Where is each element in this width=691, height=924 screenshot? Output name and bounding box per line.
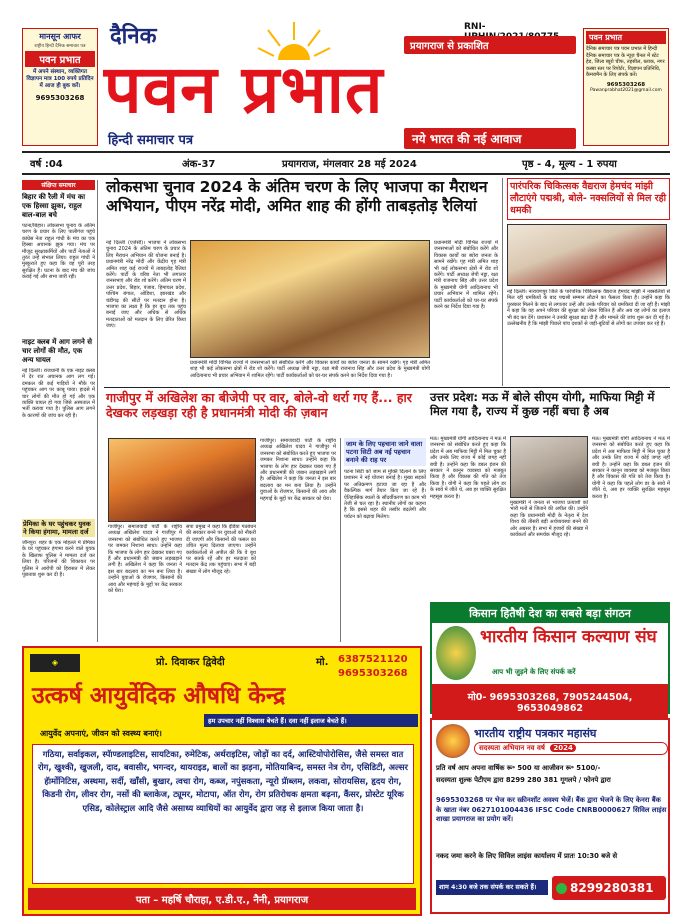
left-promo-box (22, 28, 98, 146)
lead-body-col1: नई दिल्ली (एजेंसी)। भाजपा ने लोकसभा चुनाव 2024 के अंतिम चरण के प्रचार के लिए मैराथन अभियान की योजना बनाई है। प्रधानमंत्री नरेंद्र मोदी और केंद्रीय गृह मंत्री अमित शाह कई राज्यों में ताबड़तोड़ रैलियां करेंगे। पार्टी के वरिष्ठ नेता भी लगातार जनसभाएं और रोड शो करेंगे। अंतिम चरण में उत्तर प्रदेश, बिहार, पंजाब, हिमाचल प्रदेश, पश्चिम बंगाल, ओडिशा, झारखंड और चंडीगढ़ की सीटों पर मतदान होना है। भाजपा का लक्ष्य है कि हर बूथ तक पहुंच बनाई जाए और अधिक से अधिक मतदाताओं को मतदान के लिए प्रेरित किया जाए। (106, 240, 186, 330)
patrakar-body4: नकद जमा करने के लिए सिविल लाइंस कार्यालय में प्रातः 10:30 बजे से (436, 852, 618, 860)
patrakar-phone (552, 876, 666, 900)
right-promo-email: Pawanprabhat2021@gmail.com (590, 87, 662, 93)
second-body-b: सपा प्रमुख ने कहा कि इंडिया गठबंधन की सरकार बनने पर युवाओं को नौकरी दी जाएगी और किसानों की फसल का उचित मूल्य दिलाया जाएगा। उन्होंने कार्यकर्ताओं से अपील की कि वे बूथ पर सतर्क रहें और हर मतदाता को मतदान केंद्र तक पहुंचाएं। सभा में बड़ी संख्या में लोग मौजूद रहे। (186, 524, 256, 575)
right-promo-title: पवन प्रभात (586, 31, 666, 44)
ayurved-list: गठिया, सर्वाइकल, स्पॅाण्डलाइटिस, सायटिका, रुमेटिक, अर्थराइटिस, जोड़ों का दर्द, आस्टियोपोरोसिस, जैसे समस्त वात रोग, खुश्की, खुजली, दाद, बवासीर, भगन्दर, थायराइड, बालों का झड़ना, मोतियाबिन्द, समस्त नेत्र रोग, एसिडिटी, अल्सर हॅार्मोनिटिस, अस्थमा, सर्दी, खाँसी, बुखार, त्वचा रोग, कब्ज, नपुंसकता, न्यूरो प्रॅाब्लम, लकवा, सोरायसिस, हृदय रोग, किडनी रोग, लीवर रोग, नसों की ब्लाकेज, ट्यूमर, मोटापा, ऑत रोग, रोग प्रतिरोधक क्षमता बढ़ना, कैंसर, प्रोस्टेट यूरिक एसिड, कोलेस्ट्राल आदि जैसे असाध्य व्याधियों का आयुर्वेद द्वारा जड़ से इलाज किया जाता है। (32, 744, 414, 884)
right-promo-body: दैनिक समाचार पत्र पवन प्रभात में हिन्दी दैनिक समाचार पत्र के न्यूज़ चैनल में स्टेट हेड, जिला ब्यूरो चीफ, तहसील, ब्लाक, नगर कस्बा स्तर पर रिपोर्टर, विज्ञापन प्रतिनिधि, कैमरामैन के लिए संपर्क करें। (586, 46, 665, 79)
brief-story1-head: बिहार की रैली में मंच का एक हिस्सा झुका, राहुल बाल-बाल बचे (22, 193, 86, 219)
masthead-tagline: हिन्दी समाचार पत्र (108, 133, 194, 148)
mid-strip-body: पटना सिटी को जाम से मुक्ति दिलाने के लिए प्रशासन ने नई योजना बनाई है। मुख्य सड़कों पर अतिक्रमण हटाया जा रहा है और वैकल्पिक मार्ग तैयार किए जा रहे हैं। ऐतिहासिक स्थलों के सौंदर्यीकरण का काम भी तेजी से चल रहा है। स्थानीय लोगों का कहना है कि इससे शहर की तस्वीर बदलेगी और पर्यटन को बढ़ावा मिलेगा। (344, 469, 426, 520)
promo-subtitle: राष्ट्रीय हिन्दी दैनिक समाचार पत्र (34, 44, 86, 49)
kisan-title: भारतीय किसान कल्याण संघ (480, 627, 657, 647)
mid-strip (340, 438, 426, 642)
promo-body: में अपने संस्थान, व्यक्तिगत विज्ञापन मात्र 100 रुपये प्रतिदिन में आज ही बुक करें। (26, 69, 94, 89)
masthead-slogan: नये भारत की नई आवाज (404, 128, 576, 149)
ayurved-logo-icon: ◈ (30, 654, 80, 672)
lead-photo (190, 240, 430, 358)
dateline-bottom-rule (22, 173, 670, 175)
rni-number: RNI- (464, 22, 486, 32)
ayurved-phone2: 9695303268 (338, 668, 408, 679)
patrakar-phone-number: 8299280381 (570, 881, 654, 895)
patrakar-body1: प्रति वर्ष आप अपना वार्षिक रू॰ 500 या आजीवन रू॰ 5100/- (436, 764, 601, 772)
ayurved-tag: हम उपचार नहीं विश्वास बेचते हैं। दवा नहीं इलाज बेचते हैं। (204, 714, 418, 727)
second-body-c: गाजीपुर। समाजवादी पार्टी के राष्ट्रीय अध्यक्ष अखिलेश यादव ने गाजीपुर में जनसभा को संबोधित करते हुए भाजपा पर जमकर निशाना साधा। उन्होंने कहा कि भाजपा के लोग हार देखकर घबरा गए हैं और प्रधानमंत्री की जबान लड़खड़ाने लगी है। अखिलेश ने कहा कि जनता ने इस बार बदलाव का मन बना लिया है। उन्होंने युवाओं के रोजगार, किसानों की आय और महंगाई के मुद्दों पर केंद्र सरकार को घेरा। (260, 438, 336, 502)
masthead-title: पवन प्रभात (104, 51, 384, 128)
promo-paper: पवन प्रभात (25, 51, 95, 67)
patrakar-drive-label: सदस्यता अभियान नव वर्ष (479, 744, 545, 752)
patrakar-drive (474, 742, 668, 755)
brief-column (22, 180, 98, 642)
section-rule-1 (104, 387, 670, 388)
masthead-center (104, 20, 578, 150)
yogi-photo (510, 436, 588, 498)
patrakar-body2: सदस्यता शुल्क पेटीएम द्वारा 8299 280 381 गूगलपे / फोनपे द्वारा (436, 776, 611, 784)
ayurved-mobile-label: मो. (316, 657, 329, 668)
brief-story1-body: पटना/बिहार। लोकसभा चुनाव के अंतिम चरण के प्रचार के लिए पालीगंज पहुंचे कांग्रेस नेता राहुल गांधी के मंच का एक हिस्सा अचानक झुक गया। मंच पर मौजूद सुरक्षाकर्मियों और पार्टी नेताओं ने तुरंत उन्हें संभाल लिया। राहुल गांधी ने मुस्कुराते हुए कहा कि वह पूरी तरह सुरक्षित हैं। घटना के बाद मंच की जांच कराई गई और सभा जारी रही। (22, 223, 95, 281)
kisan-emblem-icon (436, 626, 476, 680)
brief-story2-body: नई दिल्ली। राजधानी के एक नाइट क्लब में देर रात अचानक आग लग गई। दमकल की कई गाड़ियों ने मौके पर पहुंचकर आग पर काबू पाया। हादसे में चार लोगों की मौत हो गई और एक व्यक्ति घायल हो गया जिसे अस्पताल में भर्ती कराया गया है। पुलिस आग लगने के कारणों की जांच कर रही है। (22, 368, 95, 419)
brief-story2-head: नाइट क्लब में आग लगने से चार लोगों की मौत, एक अन्य घायल (22, 338, 92, 364)
second-headline: गाजीपुर में अखिलेश का बीजेपी पर वार, बोले-वो थर्रा गए हैं... हार देखकर लड़खड़ा रही है प्रधानमंत्री मोदी की ज़बान (106, 390, 412, 420)
second-body-a: गाजीपुर। समाजवादी पार्टी के राष्ट्रीय अध्यक्ष अखिलेश यादव ने गाजीपुर में जनसभा को संबोधित करते हुए भाजपा पर जमकर निशाना साधा। उन्होंने कहा कि भाजपा के लोग हार देखकर घबरा गए हैं और प्रधानमंत्री की जबान लड़खड़ाने लगी है। अखिलेश ने कहा कि जनता ने इस बार बदलाव का मन बना लिया है। उन्होंने युवाओं के रोजगार, किसानों की आय और महंगाई के मुद्दों पर केंद्र सरकार को घेरा। (108, 524, 182, 595)
patrakar-ad (430, 718, 670, 914)
right-story-body: नई दिल्ली। नारायणपुर जिले के पारंपरिक चिकित्सक वैद्यराज हेमचंद मांझी ने नक्सलियों से मिल रही धमकियों के बाद पद्मश्री सम्मान लौटाने का फैसला किया है। उन्होंने कहा कि पुरस्कार मिलने के बाद से लगातार उन्हें और उनके परिवार को धमकियां दी जा रही हैं। मांझी ने कहा कि वह अपने परिवार की सुरक्षा को लेकर चिंतित हैं और अब वह लोगों का इलाज भी बंद कर देंगे। प्रशासन ने उनकी सुरक्षा बढ़ा दी है और मामले की जांच शुरू कर दी गई है। उल्लेखनीय है कि मांझी पिछले पांच दशकों से जड़ी-बूटियों से लोगों का उपचार कर रहे हैं। (507, 289, 670, 328)
kisan-phones: मो0- 9695303268, 7905244504, 9653049862 (432, 684, 668, 720)
brief-story3-head: प्रेमिका के घर पहुंचकर युवक ने किया हंगामा, मामला दर्ज (22, 519, 95, 537)
kisan-ad (430, 602, 670, 714)
brief-story3-body: जौनपुर। शहर के एक मोहल्ले में प्रेमिका के घर पहुंचकर हंगामा करने वाले युवक के खिलाफ पुलिस ने मामला दर्ज कर लिया है। परिजनों की शिकायत पर पुलिस ने आरोपी को हिरासत में लेकर पूछताछ शुरू कर दी है। (22, 540, 95, 579)
dateline-top-rule (22, 151, 670, 153)
dateline-bar (22, 155, 670, 171)
promo-phone: 9695303268 (35, 94, 85, 102)
patrakar-emblem-icon (436, 724, 470, 758)
ayurved-ad (22, 646, 422, 916)
ayurved-address: पता – महर्षि चौराहा, ए.डी.ए., नैनी, प्रयागराज (28, 888, 416, 910)
second-photo (108, 438, 256, 522)
yogi-body-c: मऊ। मुख्यमंत्री योगी आदित्यनाथ ने मऊ में जनसभा को संबोधित करते हुए कहा कि प्रदेश में अब माफिया मिट्टी में मिल चुका है और उनके लिए राज्य में कोई जगह नहीं बची है। उन्होंने कहा कि डबल इंजन की सरकार ने कानून व्यवस्था को मजबूत किया है और विकास की गति को तेज किया है। योगी ने कहा कि पहले लोग डर के साये में जीते थे, अब हर व्यक्ति सुरक्षित महसूस करता है। (592, 436, 670, 500)
right-story-photo (507, 224, 667, 286)
patrakar-body3: 9695303268 पर भेज कर स्क्रीनशॉट अवश्य भेजें। बैंक द्वारा भेजने के लिए केनरा बैंक के खाता नंबर 0627101004436 IFSC Code CNRB0000627 सिविल लाइंस शाखा प्रयागराज का प्रयोग करें। (436, 796, 667, 823)
mid-strip-head: जाम के लिए पहचाना जाने वाला पटना सिटी अब नई पहचान बनाने की राह पर (344, 438, 426, 466)
right-promo-phone: 9695303268 (606, 81, 646, 88)
patrakar-title: भारतीय राष्ट्रीय पत्रकार महासंघ (474, 727, 597, 740)
ayurved-phone1: 6387521120 (338, 654, 408, 665)
right-promo-box (583, 28, 669, 146)
ayurved-doctor: प्रो. दिवाकर द्विवेदी (156, 657, 225, 668)
yogi-body-b: मुख्यमंत्री ने जनता से भाजपा प्रत्याशी को भारी मतों से जिताने की अपील की। उन्होंने कहा कि प्रधानमंत्री मोदी के नेतृत्व में देश विश्व की तीसरी बड़ी अर्थव्यवस्था बनने की ओर अग्रसर है। सभा में हजारों की संख्या में कार्यकर्ता और समर्थक मौजूद रहे। (510, 500, 588, 539)
patrakar-body5: शाम 4:30 बजे तक संपर्क कर सकते हैं। (436, 880, 548, 895)
dateline-pages-price: पृष्ठ - 4, मूल्य - 1 रुपया (522, 159, 617, 170)
yogi-body-a: मऊ। मुख्यमंत्री योगी आदित्यनाथ ने मऊ में जनसभा को संबोधित करते हुए कहा कि प्रदेश में अब माफिया मिट्टी में मिल चुका है और उनके लिए राज्य में कोई जगह नहीं बची है। उन्होंने कहा कि डबल इंजन की सरकार ने कानून व्यवस्था को मजबूत किया है और विकास की गति को तेज किया है। योगी ने कहा कि पहले लोग डर के साये में जीते थे, अब हर व्यक्ति सुरक्षित महसूस करता है। (430, 436, 506, 500)
yogi-headline: उत्तर प्रदेश: मऊ में बोले सीएम योगी, माफिया मिट्टी में मिल गया है, राज्य में कुछ नहीं बचा है अब (430, 390, 655, 418)
lead-headline: लोकसभा चुनाव 2024 के अंतिम चरण के लिए भाजपा का मैराथन अभियान, पीएम नरेंद्र मोदी, अमित शाह की होंगी ताबड़तोड़ रैलियां (106, 178, 488, 215)
ayurved-title: उत्कर्ष आयुर्वेदिक औषधि केन्द्र (32, 683, 286, 709)
right-story (502, 178, 670, 386)
brief-label: संक्षिप्त समाचार (22, 180, 95, 190)
kisan-sub: आप भी जुड़ने के लिए संपर्क करें (492, 668, 576, 676)
promo-title: मानसून आफर (39, 32, 81, 41)
lead-body-bottom: प्रधानमंत्री मोदी विभिन्न राज्यों में जनसभाओं को संबोधित करेंगे और विकास कार्यों का ब्योरा जनता के सामने रखेंगे। गृह मंत्री अमित शाह भी कई लोकसभा क्षेत्रों में रोड शो करेंगे। पार्टी अध्यक्ष जेपी नड्डा, रक्षा मंत्री राजनाथ सिंह और उत्तर प्रदेश के मुख्यमंत्री योगी आदित्यनाथ भी प्रचार अभियान में शामिल रहेंगे। पार्टी कार्यकर्ताओं को घर-घर संपर्क करने का निर्देश दिया गया है। (190, 360, 430, 379)
whatsapp-icon (556, 883, 567, 894)
kisan-banner: किसान हितैषी देश का सबसे बड़ा संगठन (432, 604, 668, 623)
dateline-place-date: प्रयागराज, मंगलवार 28 मई 2024 (282, 159, 417, 170)
lead-body-col2: प्रधानमंत्री मोदी विभिन्न राज्यों में जनसभाओं को संबोधित करेंगे और विकास कार्यों का ब्योरा जनता के सामने रखेंगे। गृह मंत्री अमित शाह भी कई लोकसभा क्षेत्रों में रोड शो करेंगे। पार्टी अध्यक्ष जेपी नड्डा, रक्षा मंत्री राजनाथ सिंह और उत्तर प्रदेश के मुख्यमंत्री योगी आदित्यनाथ भी प्रचार अभियान में शामिल रहेंगे। पार्टी कार्यकर्ताओं को घर-घर संपर्क करने का निर्देश दिया गया है। (434, 240, 498, 311)
dateline-issue: अंक-37 (182, 159, 216, 170)
masthead-daily: दैनिक (110, 24, 157, 49)
published-from: प्रयागराज से प्रकाशित (404, 36, 576, 54)
dateline-year: वर्ष :04 (30, 159, 63, 170)
patrakar-year: 2024 (550, 744, 575, 752)
ayurved-slogan: आयुर्वेद अपनाएं, जीवन को स्वस्थ्य बनाएं। (40, 729, 162, 738)
right-story-headline: पारंपरिक चिकित्सक वैद्यराज हेमचंद मांझी लौटाएंगे पद्मश्री, बोले- नक्सलियों से मिल रही धमकी (507, 178, 670, 220)
